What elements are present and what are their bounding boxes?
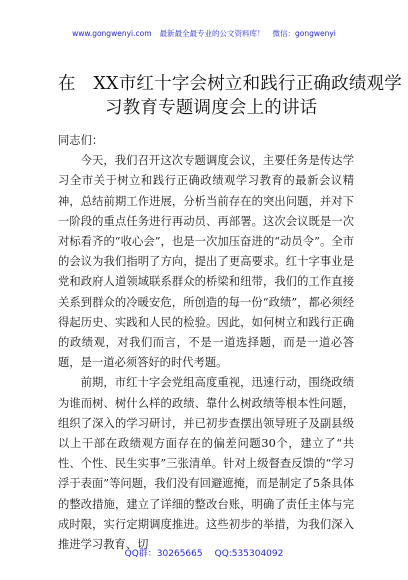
- document-body: [58, 131, 354, 555]
- qq-number: QQ:535304092: [214, 549, 284, 559]
- website-link[interactable]: www.gongwenyi.com: [72, 29, 152, 38]
- body-paragraph-2: 前期，市红十字会党组高度重视，迅速行动，围绕政绩为谁而树、树什么样的政绩、靠什么树政绩等根本性问题，组织了深入的学习研讨，并已初步查摆出领导班子及副县级以上干部在政绩观方面存在的偏差问题30个，建立了“共性、个性、民生实事”三张清单。针对上级督查反馈的“学习浮于表面”等问题，我们没有回避遮掩，而是制定了5条具体的整改措施，建立了详细的整改台账，明确了责任主体与完成时限，实行定期调度推进。这些初步的举措，为我们深入推进学习教育、切: [58, 376, 354, 552]
- salutation: 同志们：: [58, 134, 104, 147]
- title-line-1: 在 XX市红十字会树立和践行正确政绩观学: [58, 74, 402, 94]
- body-paragraph-1: 今天，我们召开这次专题调度会议，主要任务是传达学习全市关于树立和践行正确政绩观学习教育的最新会议精神，总结前期工作进展，分析当前存在的突出问题，并对下一阶段的重点任务进行再动员、再部署。这次会议既是一次对标看齐的“收心会”，也是一次加压奋进的“动员令”。全市的会议为我们指明了方向，提出了更高要求。红十字事业是党和政府人道领域联系群众的桥梁和纽带，我们的工作直接关系到群众的冷暖安危，所创造的每一份“政绩”，都必须经得起历史、实践和人民的检验。因此，如何树立和践行正确的政绩观，对我们而言，不是一道选择题，而是一道必答题，是一道必须答好的时代考题。: [58, 154, 354, 370]
- document-title: [58, 72, 402, 120]
- page-header: [0, 28, 408, 39]
- page-footer: [0, 546, 408, 559]
- header-slogan: 最新最全最专业的公文资料库！: [159, 29, 265, 38]
- qq-group: QQ群：30265665: [124, 549, 203, 559]
- title-line-2: 习教育专题调度会上的讲话: [105, 98, 318, 118]
- wechat-contact: 微信：gongwenyi: [272, 29, 336, 38]
